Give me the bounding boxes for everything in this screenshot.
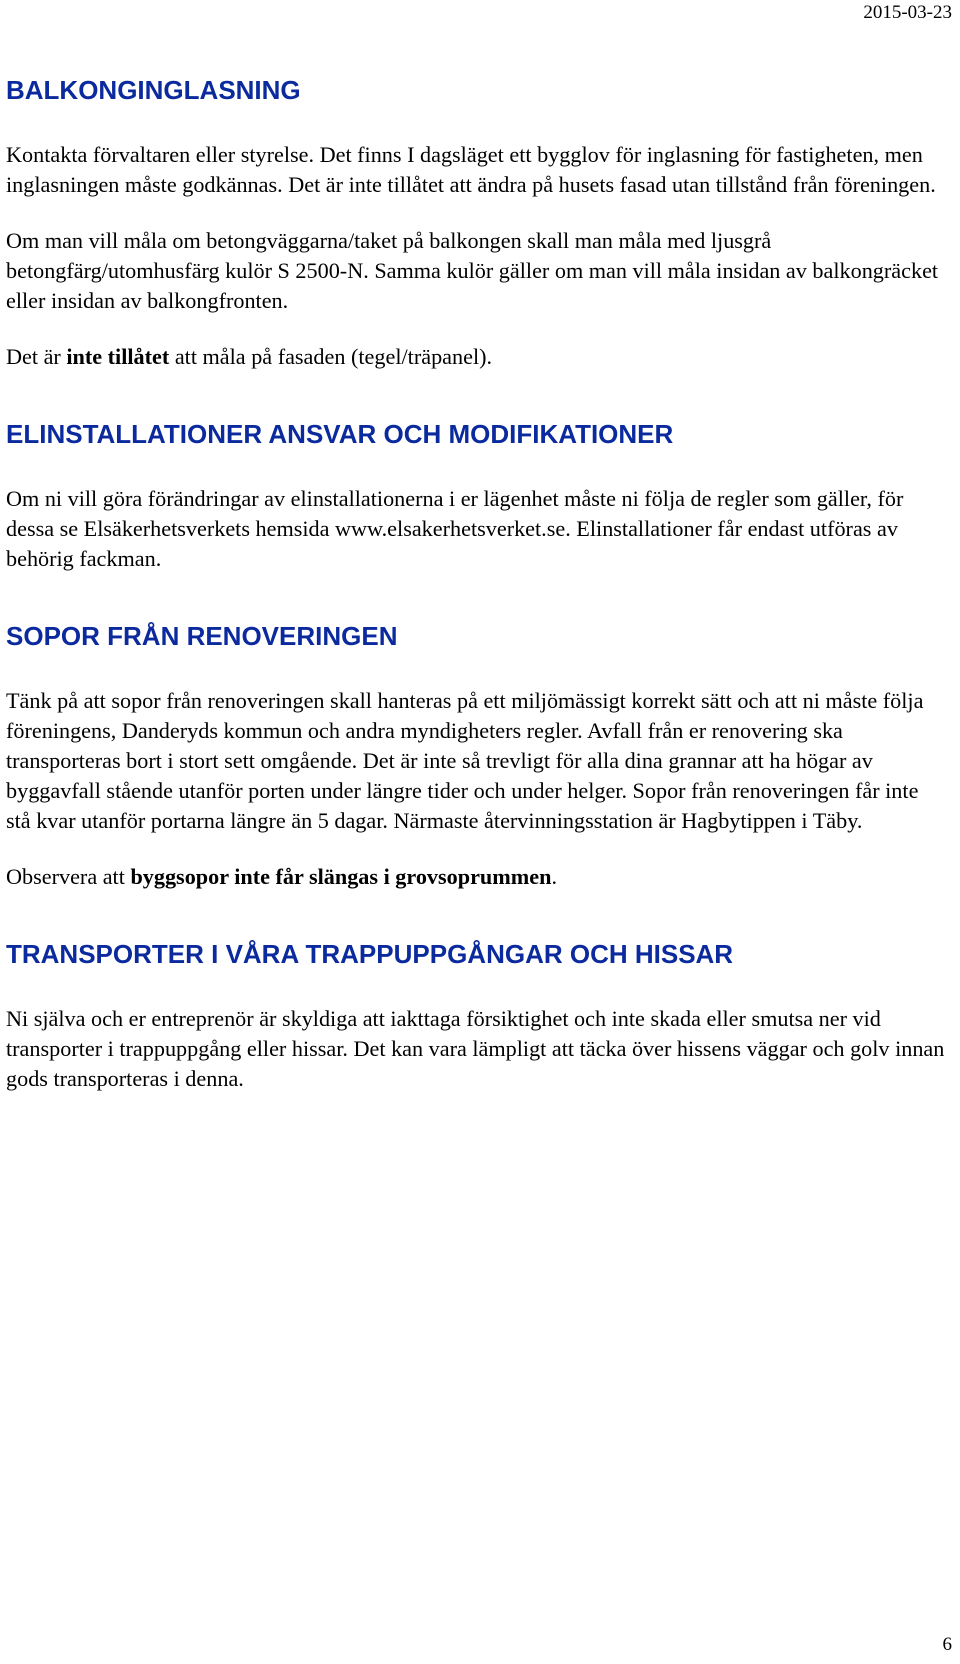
section-balkonginglasning bbox=[6, 74, 946, 372]
section-heading: ELINSTALLATIONER ANSVAR OCH MODIFIKATIONER bbox=[6, 419, 674, 449]
bold-text: byggsopor inte får slängas i grovsoprummen bbox=[130, 864, 552, 889]
document-date: 2015-03-23 bbox=[863, 2, 952, 23]
section-heading: BALKONGINGLASNING bbox=[6, 75, 301, 105]
paragraph bbox=[6, 862, 946, 892]
section-elinstallationer bbox=[6, 418, 946, 574]
paragraph: Tänk på att sopor från renoveringen skall hanteras på ett miljömässigt korrekt sätt och att ni måste följa föreningens, Danderyds kommun och andra myndigheters regler. Avfall från er renovering ska transporteras bort i stort sett omgående. Det är inte så trevligt för alla dina grannar att ha högar av byggavfall stående utanför porten under längre tider och under helger. Sopor från renoveringen får inte stå kvar utanför portarna längre än 5 dagar. Närmaste återvinningsstation är Hagbytippen i Täby. bbox=[6, 688, 924, 833]
section-heading: TRANSPORTER I VÅRA TRAPPUPPGÅNGAR OCH HISSAR bbox=[6, 939, 734, 969]
text-run: Det är bbox=[6, 344, 67, 369]
section-transporter bbox=[6, 938, 946, 1094]
paragraph: Om man vill måla om betongväggarna/taket på balkongen skall man måla med ljusgrå betongfärg/utomhusfärg kulör S 2500-N. Samma kulör gäller om man vill måla insidan av balkongräcket eller insidan av balkongfronten. bbox=[6, 228, 939, 313]
paragraph: Kontakta förvaltaren eller styrelse. Det finns I dagsläget ett bygglov för inglasning för fastigheten, men inglasningen måste godkännas. Det är inte tillåtet att ändra på husets fasad utan tillstånd från föreningen. bbox=[6, 142, 936, 197]
bold-text: inte tillåtet bbox=[66, 344, 170, 369]
paragraph bbox=[6, 342, 946, 372]
section-sopor bbox=[6, 620, 946, 892]
text-run: Observera att bbox=[6, 864, 131, 889]
paragraph: Om ni vill göra förändringar av elinstallationerna i er lägenhet måste ni följa de regler som gäller, för dessa se Elsäkerhetsverkets hemsida www.elsakerhetsverket.se. Elinstallationer får endast utföras av behörig fackman. bbox=[6, 486, 904, 571]
text-run: att måla på fasaden (tegel/träpanel). bbox=[169, 344, 493, 369]
paragraph: Ni själva och er entreprenör är skyldiga att iakttaga försiktighet och inte skada eller smutsa ner vid transporter i trappuppgång eller hissar. Det kan vara lämpligt att täcka över hissens väggar och golv innan gods transporteras i denna. bbox=[6, 1006, 945, 1091]
text-run: . bbox=[551, 864, 557, 889]
page-number: 6 bbox=[942, 1634, 952, 1655]
section-heading: SOPOR FRÅN RENOVERINGEN bbox=[6, 621, 398, 651]
document-content bbox=[6, 74, 946, 1140]
